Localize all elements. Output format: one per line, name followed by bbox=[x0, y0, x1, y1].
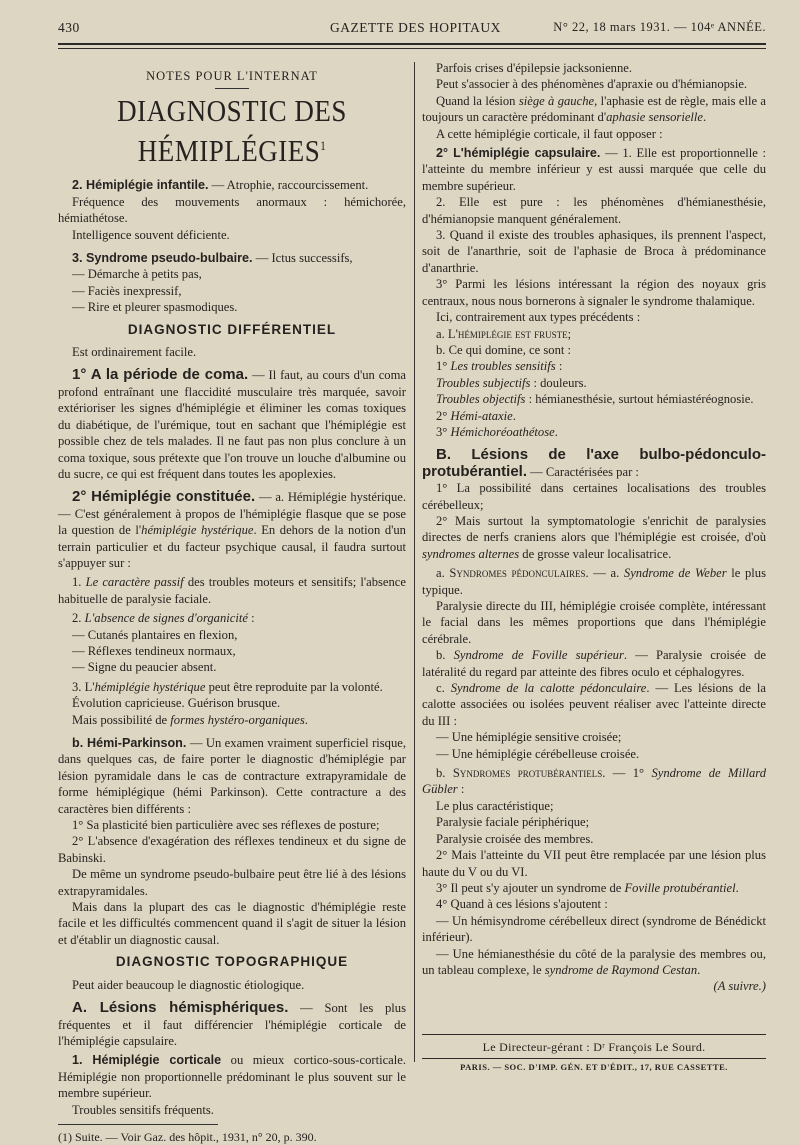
list-item: — Une hémiplégie cérébelleuse croisée. bbox=[436, 746, 640, 761]
paragraph: Ici, contrairement aux types précédents : bbox=[436, 310, 641, 325]
paragraph: Peut s'associer à des phénomènes d'apraxie ou d'hémianopsie. bbox=[436, 77, 748, 92]
footnote-mark: 1 bbox=[320, 140, 327, 154]
paragraph: A. Lésions hémisphériques. — Sont les plus fréquentes et il faut différencier l'hémiplégie corticale de l'hémiplégie capsulaire. bbox=[58, 999, 406, 1048]
paragraph: a. Syndromes pédonculaires. — a. Syndrome de Weber le plus typique. bbox=[422, 566, 766, 597]
header-rule-thin bbox=[58, 48, 766, 49]
issue-info: N° 22, 18 mars 1931. — 104ᵉ ANNÉE. bbox=[553, 20, 766, 34]
list-item: 3° Hémichoréoathétose. bbox=[436, 424, 558, 439]
page-header bbox=[58, 18, 766, 40]
paragraph: 3. L'hémiplégie hystérique peut être reproduite par la volonté. bbox=[72, 679, 383, 694]
title-rule bbox=[215, 88, 249, 89]
right-column: Parfois crises d'épilepsie jacksonienne. Peut s'associer à des phénomènes d'apraxie ou d'hémianopsie. Quand la lésion siège à gauche, l'aphasie est de règle, mais elle a toujours un caractère prédominant d'aphasie sensorielle. A cette hémiplégie corticale, il faut opposer : 2° L'hémiplégie capsulaire. — 1. Elle est proportionnelle : l'atteinte du membre inférieur y est aussi marquée que celle du membre supérieur. 2. Elle est pure : les phénomènes d'hémianesthésie, d'hémianopsie manquent généralement. 3. Quand il existe des troubles aphasiques, ils prennent l'aspect, soit de l'anarthrie, soit de l'aphasie de Broca à prédominance d'anarthrie. 3° Parmi les lésions intéressant la région des noyaux gris centraux, nous nous bornerons à signaler le syndrome thalamique. Ici, contrairement aux types précédents : a. L'hémiplégie est fruste; b. Ce qui domine, ce sont : 1° Les troubles sensitifs : Troubles subjectifs : douleurs. Troubles objectifs : hémianesthésie, surtout hémiastéréognosie. 2° Hémi-ataxie. 3° Hémichoréoathétose. B. Lésions de l'axe bulbo-pédonculo-protubérantiel. — Caractérisées par : 1° La possibilité dans certaines localisations des troubles cérébelleux; 2° Mais surtout la symptomatologie s'enrichit de paralysies directes de nerfs craniens alors que l'hémiplégie est croisée, d'où syndromes alternes de grosse valeur localisatrice. a. Syndromes pédonculaires. — a. Syndrome de Weber le plus typique. Paralysie directe du III, hémiplégie croisée complète, intéressant le facial dans les mêmes proportions que dans l'hémiplégie cérébrale. b. Syndrome de Foville supérieur. — Paralysie croisée de latéralité du regard par atteinte des fibres oculo et céphalogyres. c. Syndrome de la calotte pédonculaire. — Les lésions de la calotte associées ou isolées peuvent réaliser avec l'atteinte directe du III : — Une hémiplégie sensitive croisée; — Une hémiplégie cérébelleuse croisée. b. Syndromes protubérantiels. — 1° Syndrome de Millard Gübler : Le plus caractéristique; Paralysie faciale périphérique; Paralysie croisée des membres. 2° Mais l'atteinte du VII peut être remplacée par une lésion plus haute du V ou du VI. 3° Il peut s'y ajouter un syndrome de Foville protubérantiel. 4° Quand à ces lésions s'ajoutent : — Un hémisyndrome cérébelleux direct (syndrome de Bénédickt inférieur). — Une hémianesthésie du côté de la paralysie des membres ou, un tableau complexe, le syndrome de Raymond Cestan. (A suivre.) bbox=[422, 61, 767, 994]
column-separator bbox=[414, 62, 415, 1062]
footer-rule-thin bbox=[422, 1058, 766, 1059]
list-item: — Réflexes tendineux normaux, bbox=[72, 643, 236, 658]
section-heading: DIAGNOSTIC TOPOGRAPHIQUE bbox=[115, 954, 349, 970]
paragraph: 1° A la période de coma. — Il faut, au cours d'un coma profond entraînant une flaccidité musculaire très marquée, savoir extérioriser les signes d'hémiplégie et éliminer les comas toxiques du diabétique, de l'urémique, tout en sachant que l'hémiplégie est possible chez de tels malades. Il ne faut pas non plus conclure à un coma toxique, sous prétexte que l'on trouve un louche d'albumine ou du sucre, ce qui est fréquent dans toutes les apoplexies. bbox=[58, 366, 406, 481]
paragraph: 3. Quand il existe des troubles aphasiques, ils prennent l'aspect, soit de l'anarthrie, soit de l'aphasie de Broca à prédominance d'anarthrie. bbox=[422, 228, 766, 275]
list-item: — Faciès inexpressif, bbox=[72, 283, 182, 298]
paragraph: 2° Mais surtout la symptomatologie s'enrichit de paralysies directes de nerfs craniens alors que l'hémiplégie est croisée, d'où syndromes alternes de grosse valeur localisatrice. bbox=[422, 513, 766, 561]
paragraph: 1° Sa plasticité bien particulière avec ses réflexes de posture; bbox=[72, 818, 380, 833]
list-item: Le plus caractéristique; bbox=[436, 798, 554, 813]
paragraph: Peut aider beaucoup le diagnostic étiologique. bbox=[72, 977, 305, 992]
section-label: NOTES POUR L'INTERNAT bbox=[146, 69, 318, 83]
paragraph: Mais possibilité de formes hystéro-organiques. bbox=[72, 712, 308, 727]
paragraph: 2° Hémiplégie constituée. — a. Hémiplégie hystérique. — C'est généralement à propos de l'hémiplégie flasque que se pose la question de l'hémiplégie hystérique. En dehors de la notion d'un terrain particulier et du facteur psychique causal, il faudra surtout s'appuyer sur : bbox=[58, 488, 406, 570]
list-item: Paralysie faciale périphérique; bbox=[436, 815, 590, 830]
list-item: — Cutanés plantaires en flexion, bbox=[72, 627, 238, 642]
paragraph: b. Syndrome de Foville supérieur. — Paralysie croisée de latéralité du regard par atteinte des fibres oculo et céphalogyres. bbox=[422, 648, 767, 679]
left-column bbox=[58, 60, 406, 1145]
paragraph: Évolution capricieuse. Guérison brusque. bbox=[72, 696, 281, 711]
paragraph: 2. Hémiplégie infantile. — Atrophie, raccourcissement. bbox=[72, 178, 369, 193]
footer-rule bbox=[422, 1034, 766, 1035]
paragraph: Intelligence souvent déficiente. bbox=[72, 227, 230, 242]
paragraph: b. Syndromes protubérantiels. — 1° Syndrome de Millard Gübler : bbox=[422, 766, 767, 797]
paragraph: 2. Elle est pure : les phénomènes d'hémianesthésie, d'hémianopsie manquent généralement. bbox=[422, 195, 766, 226]
paragraph: 2° L'absence d'exagération des réflexes tendineux et du signe de Babinski. bbox=[58, 834, 406, 865]
list-item: a. L'hémiplégie est fruste; bbox=[436, 326, 572, 341]
list-item: Troubles objectifs : hémianesthésie, surtout hémiastéréognosie. bbox=[436, 392, 754, 407]
paragraph: Quand la lésion siège à gauche, l'aphasie est de règle, mais elle a toujours un caractère prédominant d'aphasie sensorielle. bbox=[422, 93, 767, 125]
article-title: DIAGNOSTIC DES HÉMIPLÉGIES$^1$ bbox=[117, 94, 347, 169]
paragraph: 3° Il peut s'y ajouter un syndrome de Foville protubérantiel. bbox=[436, 880, 739, 895]
list-item: 1° Les troubles sensitifs : bbox=[436, 359, 563, 374]
page-number: 430 bbox=[58, 20, 80, 35]
paragraph: Mais dans la plupart des cas le diagnostic d'hémiplégie reste facile et les difficultés commencent quand il s'agit de situer la lésion et d'établir un diagnostic causal. bbox=[58, 900, 406, 947]
list-item: Paralysie croisée des membres. bbox=[436, 831, 594, 846]
paragraph: 1° La possibilité dans certaines localisations des troubles cérébelleux; bbox=[422, 481, 766, 512]
paragraph: Parfois crises d'épilepsie jacksonienne. bbox=[436, 61, 633, 75]
paragraph: 4° Quand à ces lésions s'ajoutent : bbox=[436, 897, 608, 912]
footnote: (1) Suite. — Voir Gaz. des hôpit., 1931, n° 20, p. 390. bbox=[58, 1129, 317, 1144]
paragraph: A cette hémiplégie corticale, il faut opposer : bbox=[436, 126, 663, 141]
paragraph: 2° Mais l'atteinte du VII peut être remplacée par une lésion plus haute du V ou du VI. bbox=[422, 848, 766, 879]
paragraph: b. Hémi-Parkinson. — Un examen vraiment superficiel risque, dans quelques cas, de faire porter le diagnostic d'hémiplégie par lésion pyramidale dans le cas de contracture extrapyramidale de forme hémiplégique (hémi Parkinson). Cette contracture a des caractères bien différents : bbox=[58, 736, 406, 816]
list-item: — Signe du peaucier absent. bbox=[72, 660, 217, 675]
section-heading: DIAGNOSTIC DIFFÉRENTIEL bbox=[127, 321, 337, 337]
paragraph: 3° Parmi les lésions intéressant la région des noyaux gris centraux, nous nous bornerons à signaler le syndrome thalamique. bbox=[422, 277, 766, 308]
paragraph: 3. Syndrome pseudo-bulbaire. — Ictus successifs, bbox=[72, 251, 353, 266]
list-item: — Rire et pleurer spasmodiques. bbox=[72, 300, 238, 315]
paragraph: Est ordinairement facile. bbox=[72, 345, 197, 360]
paragraph: 2° L'hémiplégie capsulaire. — 1. Elle est proportionnelle : l'atteinte du membre inférieur y est aussi marquée que celle du membre supérieur. bbox=[422, 146, 766, 193]
list-item: Troubles subjectifs : douleurs. bbox=[436, 375, 587, 390]
list-item: 2° Hémi-ataxie. bbox=[436, 408, 516, 423]
list-item: — Une hémianesthésie du côté de la paralysie des membres ou, un tableau complexe, le syndrome de Raymond Cestan. bbox=[422, 946, 766, 977]
header-rule bbox=[58, 43, 766, 45]
printer-imprint: PARIS. — SOC. D'IMP. GÉN. ET D'ÉDIT., 17, RUE CASSETTE. bbox=[460, 1062, 728, 1072]
paragraph: c. Syndrome de la calotte pédonculaire. — Les lésions de la calotte associées ou isolées peuvent réaliser avec l'atteinte directe du III : bbox=[422, 681, 766, 728]
list-item: — Un hémisyndrome cérébelleux direct (syndrome de Bénédickt inférieur). bbox=[422, 913, 766, 945]
paragraph: 1. Le caractère passif des troubles moteurs et sensitifs; l'absence habituelle de paralysie faciale. bbox=[58, 575, 406, 606]
list-item: b. Ce qui domine, ce sont : bbox=[436, 342, 572, 357]
paragraph: De même un syndrome pseudo-bulbaire peut être lié à des lésions extrapyramidales. bbox=[58, 867, 406, 898]
footnote-rule bbox=[58, 1124, 218, 1125]
paragraph: 1. Hémiplégie corticale ou mieux cortico-sous-corticale. Hémiplégie non proportionnelle prédominant le plus souvent sur le membre supérieur. bbox=[58, 1053, 406, 1101]
paragraph: Fréquence des mouvements anormaux : hémichorée, hémiathétose. bbox=[58, 194, 406, 226]
paragraph: Paralysie directe du III, hémiplégie croisée complète, intéressant le facial dans les mêmes proportions que dans l'hémiplégie cérébrale. bbox=[422, 599, 766, 646]
paragraph: Troubles sensitifs fréquents. bbox=[72, 1102, 214, 1117]
paragraph: B. Lésions de l'axe bulbo-pédonculo-protubérantiel. — Caractérisées par : bbox=[422, 446, 766, 480]
journal-title: GAZETTE DES HOPITAUX bbox=[330, 20, 501, 35]
list-item: — Une hémiplégie sensitive croisée; bbox=[436, 730, 622, 745]
managing-director: Le Directeur-gérant : Dʳ François Le Sourd. bbox=[482, 1040, 706, 1054]
paragraph: 2. L'absence de signes d'organicité : bbox=[72, 611, 255, 626]
list-item: — Démarche à petits pas, bbox=[72, 267, 202, 282]
